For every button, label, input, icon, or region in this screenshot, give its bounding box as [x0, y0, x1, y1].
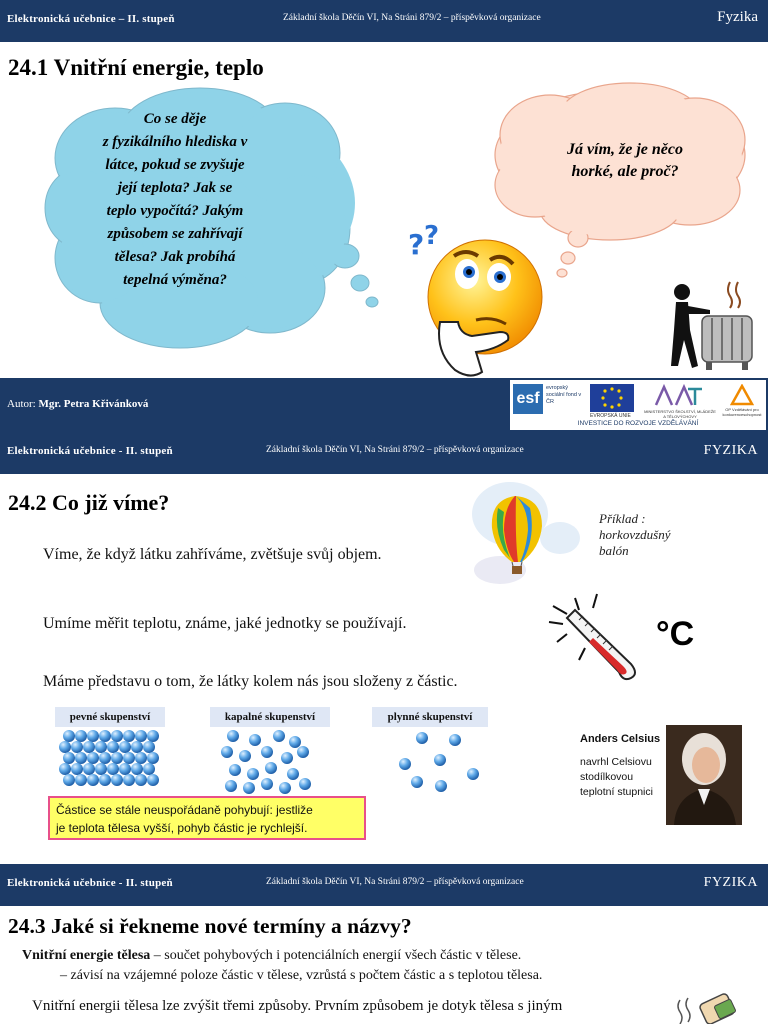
answer-line: Já vím, že je něco [567, 141, 683, 158]
particles-diagram [55, 728, 495, 796]
msmt-logo [652, 383, 706, 409]
header-course: Elektronická učebnice - II. stupeň [7, 877, 173, 889]
author-name: Mgr. Petra Křivánková [38, 398, 149, 410]
op-text: OP Vzdělávání pro konkurenceschopnost [722, 407, 762, 417]
msmt-text: MINISTERSTVO ŠKOLSTVÍ, MLÁDEŽE A TĚLOVÝCHOVY [644, 409, 716, 419]
caption-line: horkovzdušný [599, 527, 671, 542]
caption-line: balón [599, 543, 629, 558]
internal-energy-paragraph: Vnitřní energii tělesa lze zvýšit třemi způsoby. Prvním způsobem je dotyk tělesa s jiným [32, 998, 563, 1014]
person-radiator-icon [662, 280, 758, 374]
header-course: Elektronická učebnice – II. stupeň [7, 13, 175, 25]
eu-flag-icon [590, 384, 634, 412]
celsius-unit: °C [656, 615, 695, 653]
slide3-header [0, 864, 768, 906]
investice-banner: INVESTICE DO ROZVOJE VZDĚLÁVÁNÍ [577, 420, 699, 427]
celsius-desc-line: teplotní stupnici [580, 786, 653, 798]
slide1-footer [0, 378, 768, 432]
state-tag-liquid: kapalné skupenství [210, 707, 330, 727]
hot-air-balloon-icon [470, 478, 582, 588]
celsius-desc-line: stodílkovou [580, 771, 634, 783]
celsius-name: Anders Celsius [580, 733, 661, 745]
question-line: tepelná výměna? [123, 272, 227, 288]
question-line: Co se děje [143, 111, 207, 127]
thinking-face-icon [400, 222, 550, 380]
question-line: látce, pokud se zvyšuje [105, 157, 245, 173]
question-line: teplo vypočítá? Jakým [106, 203, 244, 219]
header-subject: Fyzika [717, 9, 758, 25]
slide1-header [0, 0, 768, 42]
header-school: Základní škola Děčín VI, Na Stráni 879/2 – příspěvková organizace [283, 13, 541, 23]
author-label: Autor: [7, 398, 36, 410]
slide1-title: 24.1 Vnitřní energie, teplo [8, 55, 264, 80]
author-line [7, 398, 148, 410]
slide2-title: 24.2 Co již víme? [8, 490, 170, 515]
eu-logo-banner [510, 380, 766, 430]
hands-heat-icon [672, 992, 742, 1024]
esf-text: evropský sociální fond v ČR [546, 385, 582, 405]
question-line: tělesa? Jak probíhá [114, 249, 236, 265]
header-course: Elektronická učebnice - II. stupeň [7, 445, 173, 457]
op-logo [730, 384, 754, 406]
internal-energy-definition [22, 948, 521, 964]
svg-text:?: ? [424, 222, 440, 251]
header-subject: FYZIKA [703, 875, 758, 890]
fact-particles: Máme představu o tom, že látky kolem nás jsou složeny z částic. [43, 673, 458, 690]
header-school: Základní škola Děčín VI, Na Stráni 879/2 – příspěvková organizace [266, 445, 524, 455]
question-cloud-text [70, 108, 280, 292]
svg-text:?: ? [408, 228, 425, 261]
eu-text: EVROPSKÁ UNIE [590, 413, 631, 419]
state-tag-gas: plynné skupenství [372, 707, 488, 727]
header-school: Základní škola Děčín VI, Na Stráni 879/2 – příspěvková organizace [266, 877, 524, 887]
note-line: je teplota tělesa vyšší, pohyb částic je rychlejší. [56, 821, 308, 835]
celsius-desc-line: navrhl Celsiovu [580, 756, 652, 768]
state-tag-solid: pevné skupenství [55, 707, 165, 727]
celsius-description [580, 755, 653, 800]
esf-logo: esf [513, 384, 543, 414]
caption-line: Příklad : [599, 511, 646, 526]
question-line: způsobem se zahřívají [107, 226, 243, 242]
answer-cloud-text [520, 139, 730, 183]
slide2-header [0, 432, 768, 474]
term-internal-energy: Vnitřní energie tělesa [22, 948, 151, 963]
slide3-title: 24.3 Jaké si řekneme nové termíny a názvy? [8, 914, 412, 938]
question-line: její teplota? Jak se [117, 180, 233, 196]
fact-temperature: Umíme měřit teplotu, známe, jaké jednotky se používají. [43, 615, 407, 632]
celsius-portrait [666, 725, 742, 825]
internal-energy-dependence: – závisí na vzájemné poloze částic v tělese, vzrůstá s počtem částic a s teplotou tělesa. [60, 968, 543, 983]
thermometer-icon [545, 592, 645, 682]
note-line: Částice se stále neuspořádaně pohybují: jestliže [56, 803, 313, 817]
header-subject: FYZIKA [703, 443, 758, 458]
question-line: z fyzikálního hlediska v [102, 134, 248, 150]
definition-text: – součet pohybových i potenciálních energií všech částic v tělese. [150, 948, 522, 963]
particle-motion-note [48, 796, 366, 840]
balloon-caption [599, 511, 671, 559]
fact-volume: Víme, že když látku zahříváme, zvětšuje svůj objem. [43, 546, 382, 563]
answer-line: horké, ale proč? [571, 163, 679, 180]
